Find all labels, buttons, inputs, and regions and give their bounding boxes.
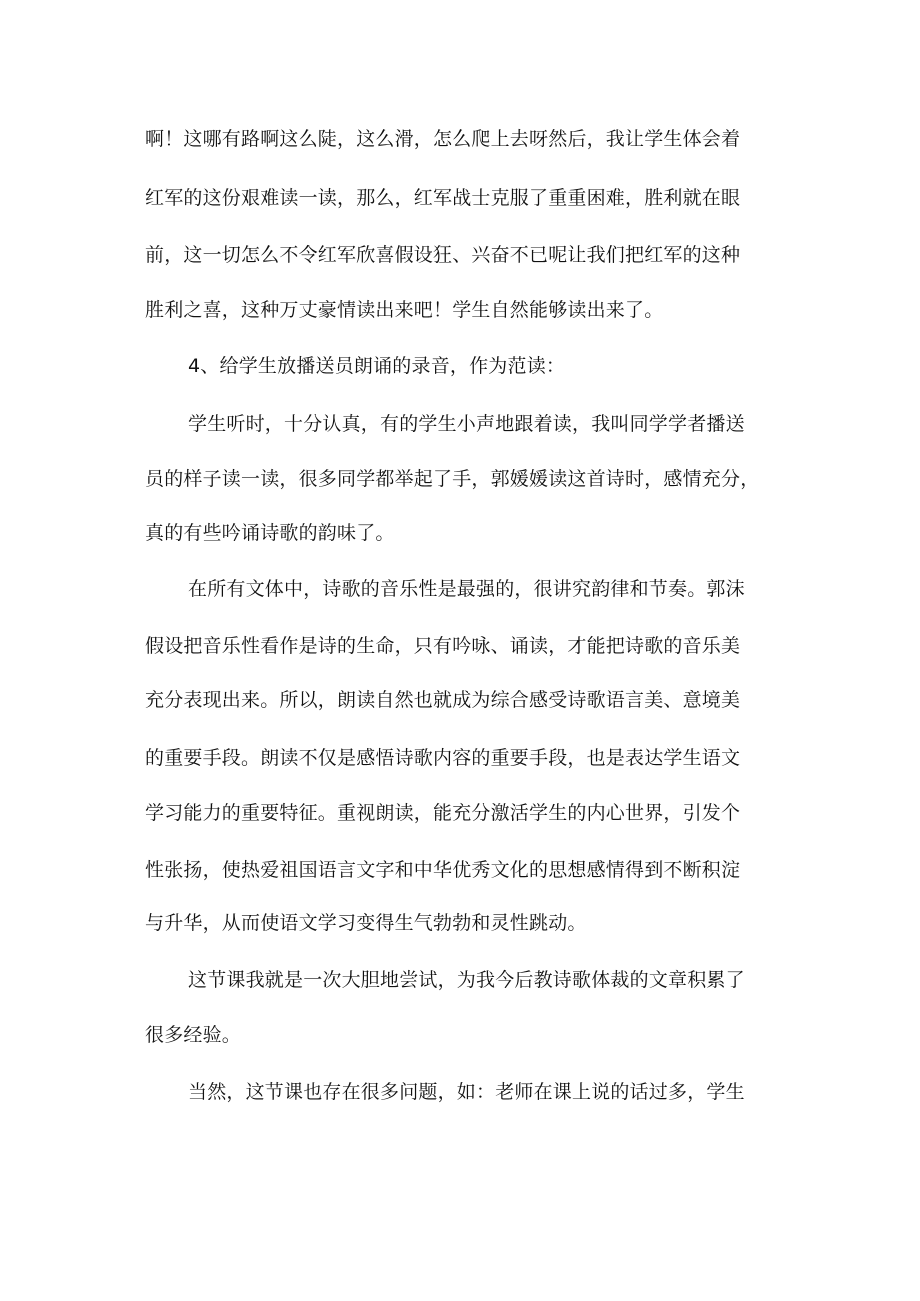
text-line: 很多经验。 — [145, 1024, 242, 1046]
text-line: 性张扬，使热爱祖国语言文字和中华优秀文化的思想感情得到不断积淀 — [145, 859, 741, 881]
text-line: 与升华，从而使语文学习变得生气勃勃和灵性跳动。 — [145, 912, 587, 934]
text-line: 红军的这份艰难读一读，那么，红军战士克服了重重困难，胜利就在眼 — [145, 187, 741, 209]
text-line: 当然，这节课也存在很多问题，如：老师在课上说的话过多，学生 — [188, 1081, 745, 1103]
text-line: 学习能力的重要特征。重视朗读，能充分激活学生的内心世界，引发个 — [145, 802, 741, 824]
text-line: 的重要手段。朗读不仅是感悟诗歌内容的重要手段，也是表达学生语文 — [145, 747, 741, 769]
text-line: 这节课我就是一次大胆地尝试，为我今后教诗歌体裁的文章积累了 — [188, 969, 745, 991]
text-line: 在所有文体中，诗歌的音乐性是最强的，很讲究韵律和节奏。郭沫 — [188, 578, 745, 600]
text-line: 前，这一切怎么不令红军欣喜假设狂、兴奋不已呢让我们把红军的这种 — [145, 244, 741, 266]
text-line: 真的有些吟诵诗歌的韵味了。 — [145, 522, 395, 544]
text-line: 学生听时，十分认真，有的学生小声地跟着读，我叫同学学者播送 — [188, 413, 745, 435]
text-line: 4、给学生放播送员朗诵的录音，作为范读： — [188, 355, 566, 377]
text-line: 员的样子读一读，很多同学都举起了手，郭媛媛读这首诗时，感情充分， — [145, 468, 760, 490]
text-line: 充分表现出来。所以，朗读自然也就成为综合感受诗歌语言美、意境美 — [145, 689, 741, 711]
text-line: 啊！这哪有路啊这么陡，这么滑，怎么爬上去呀然后，我让学生体会着 — [145, 128, 741, 150]
text-line: 假设把音乐性看作是诗的生命，只有吟咏、诵读，才能把诗歌的音乐美 — [145, 635, 741, 657]
text-line: 胜利之喜，这种万丈豪情读出来吧！学生自然能够读出来了。 — [145, 299, 664, 321]
